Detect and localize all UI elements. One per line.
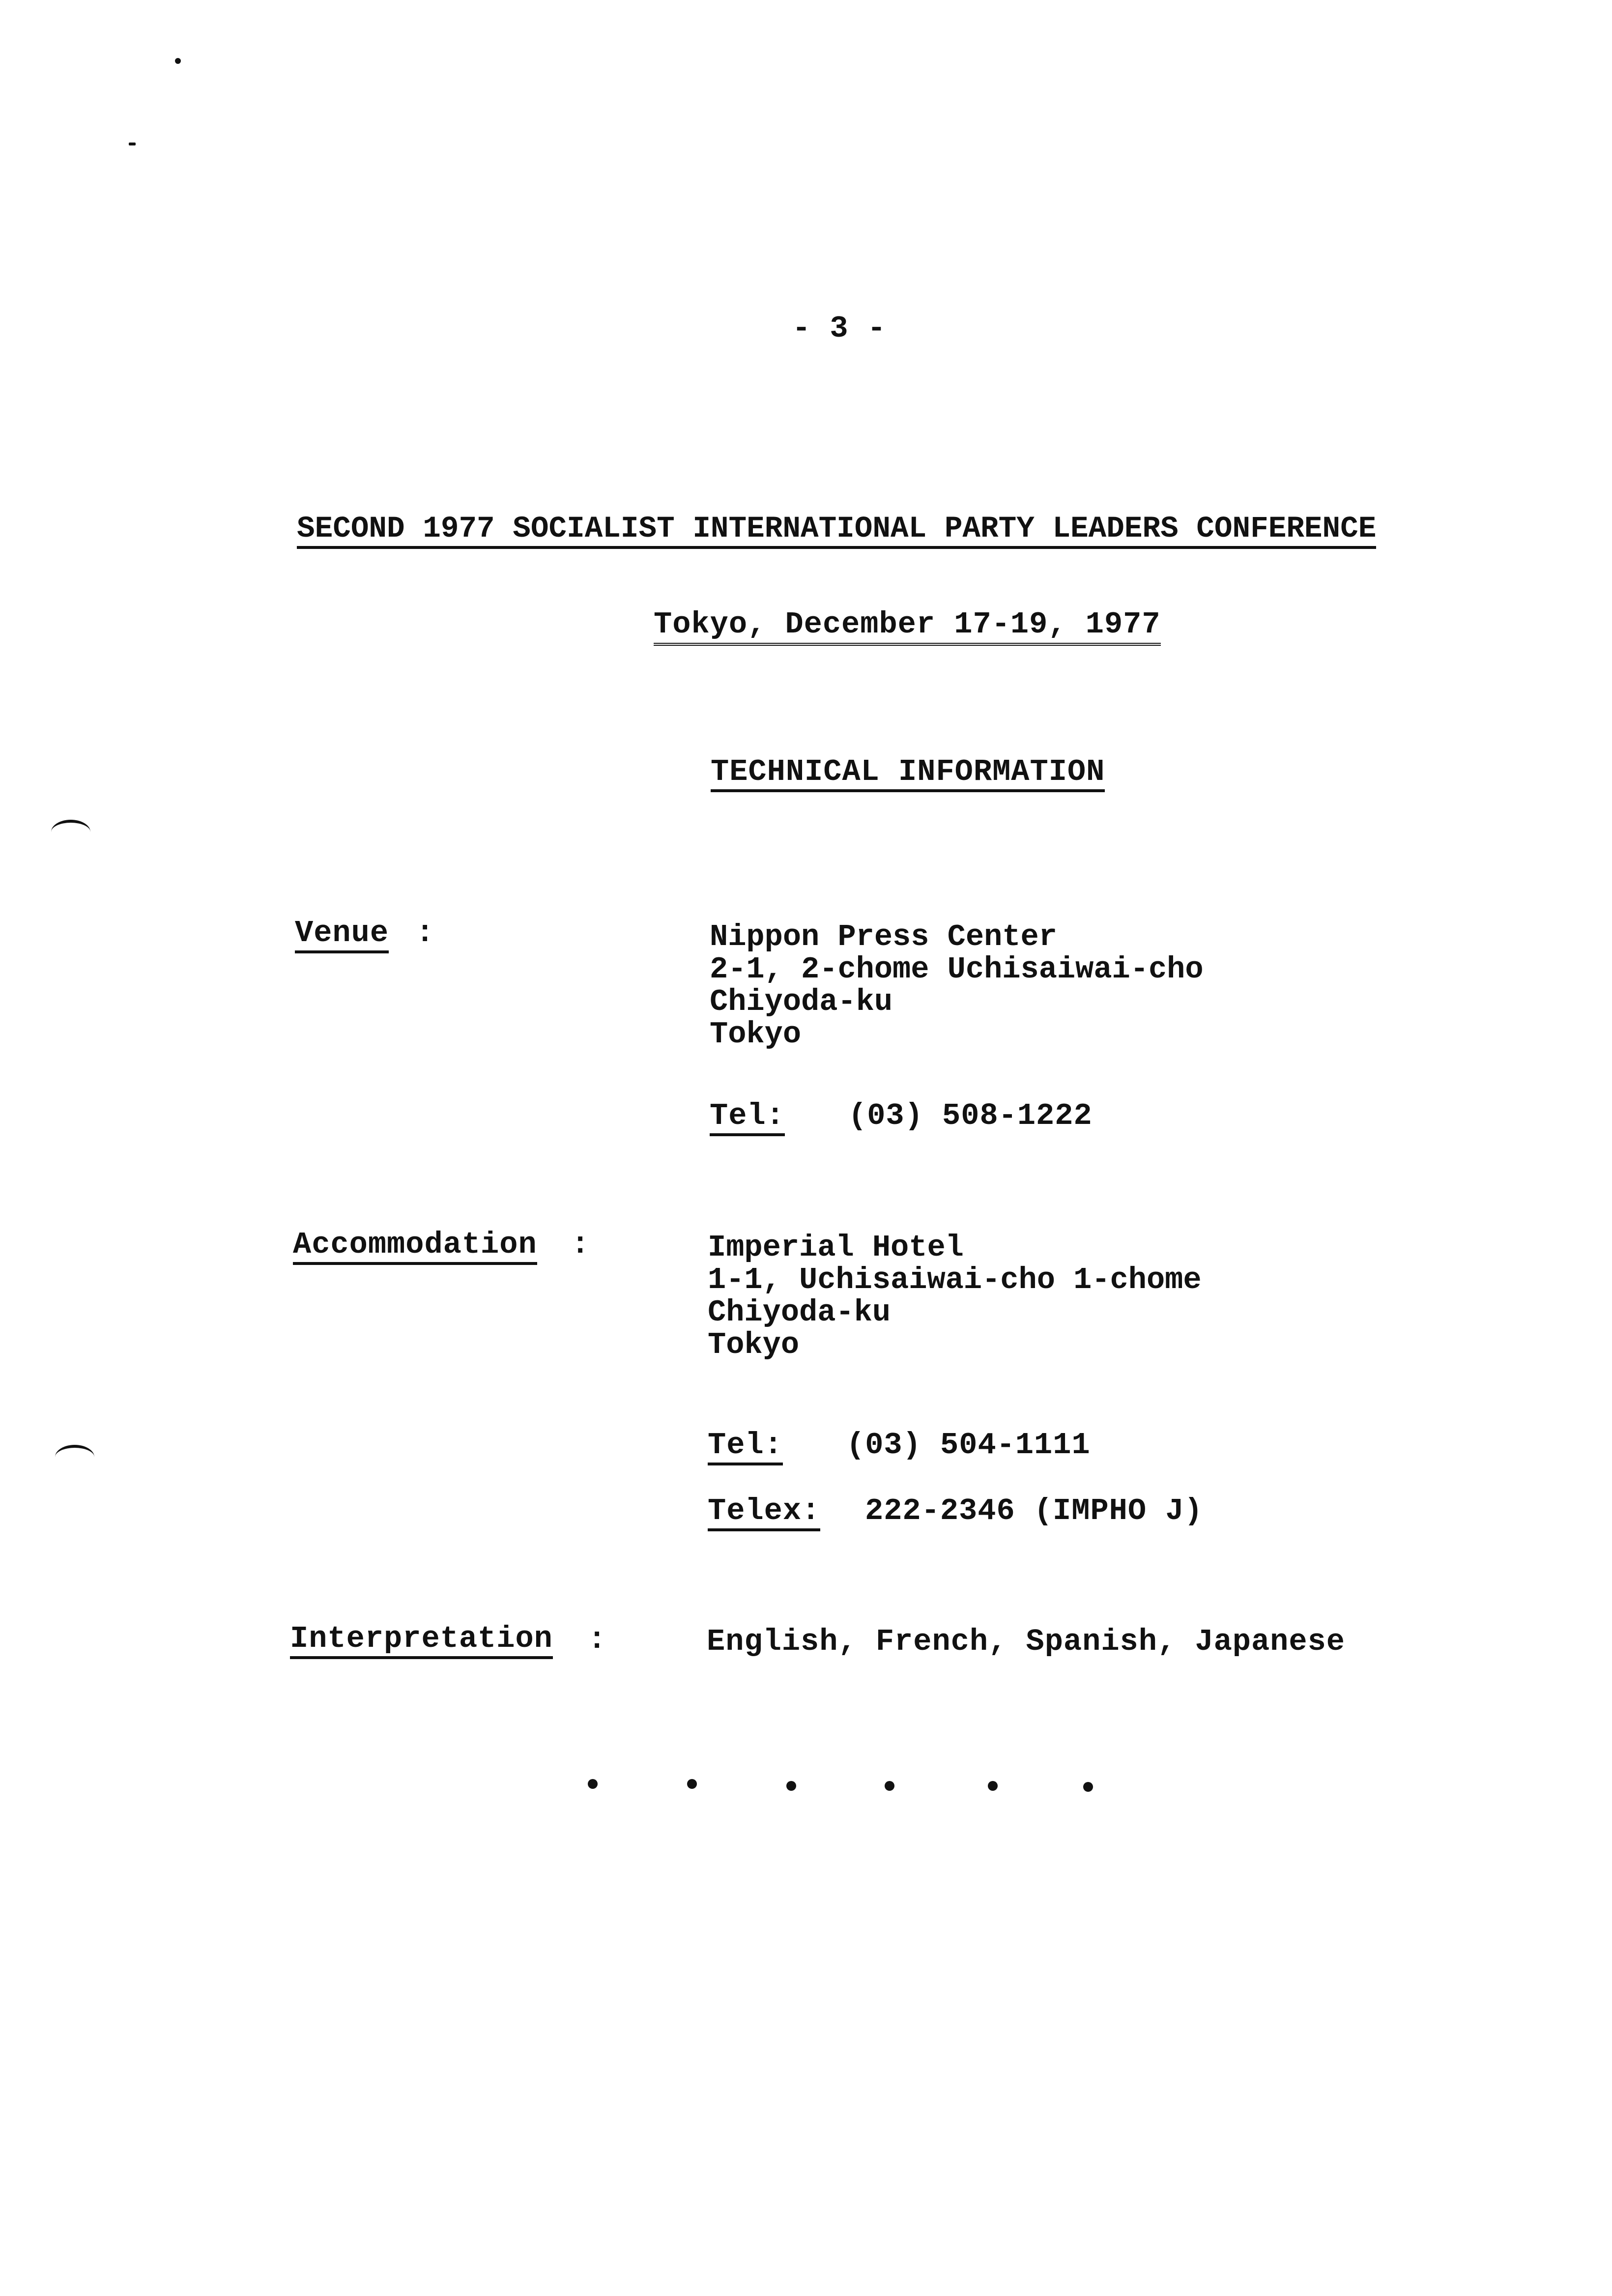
address-line: Chiyoda-ku: [710, 984, 893, 1019]
accommodation-telex-label: Telex:: [708, 1496, 820, 1531]
accommodation-label: Accommodation: [293, 1230, 537, 1265]
scan-speck: [129, 143, 136, 145]
address-line: Tokyo: [708, 1327, 800, 1362]
section-heading: TECHNICAL INFORMATION: [711, 757, 1105, 792]
separator-dot: [1083, 1782, 1093, 1792]
document-subtitle: Tokyo, December 17-19, 1977: [654, 609, 1161, 646]
separator-dot: [786, 1781, 796, 1791]
address-line: 1-1, Uchisaiwai-cho 1-chome: [708, 1263, 1202, 1297]
scan-speck: [175, 58, 181, 64]
interpretation-label: Interpretation: [290, 1624, 553, 1659]
address-line: Tokyo: [710, 1017, 802, 1052]
venue-tel-value: (03) 508-1222: [848, 1098, 1093, 1133]
document-title: SECOND 1977 SOCIALIST INTERNATIONAL PARTY LEADERS CONFERENCE: [297, 514, 1376, 549]
venue-label: Venue: [295, 918, 389, 953]
address-line: Nippon Press Center: [710, 919, 1057, 954]
address-line: Chiyoda-ku: [708, 1295, 891, 1330]
accommodation-tel-label: Tel:: [708, 1430, 783, 1465]
interpretation-colon: :: [588, 1622, 607, 1657]
page-number: - 3 -: [792, 311, 887, 346]
separator-dot: [885, 1781, 894, 1791]
address-line: Imperial Hotel: [708, 1230, 964, 1265]
venue-colon: :: [416, 916, 435, 950]
venue-address: [710, 921, 1204, 1051]
venue-tel-label: Tel:: [710, 1101, 785, 1136]
separator-dot: [988, 1781, 998, 1791]
hole-punch-mark: [55, 1445, 94, 1469]
accommodation-tel-value: (03) 504-1111: [846, 1428, 1091, 1463]
hole-punch-mark: [51, 820, 90, 844]
separator-dot: [588, 1779, 598, 1789]
address-line: 2-1, 2-chome Uchisaiwai-cho: [710, 952, 1204, 987]
accommodation-telex-value: 222-2346 (IMPHO J): [865, 1493, 1203, 1528]
accommodation-address: [708, 1232, 1202, 1361]
separator-dot: [687, 1779, 697, 1789]
accommodation-colon: :: [571, 1227, 590, 1262]
interpretation-value: English, French, Spanish, Japanese: [707, 1624, 1346, 1659]
